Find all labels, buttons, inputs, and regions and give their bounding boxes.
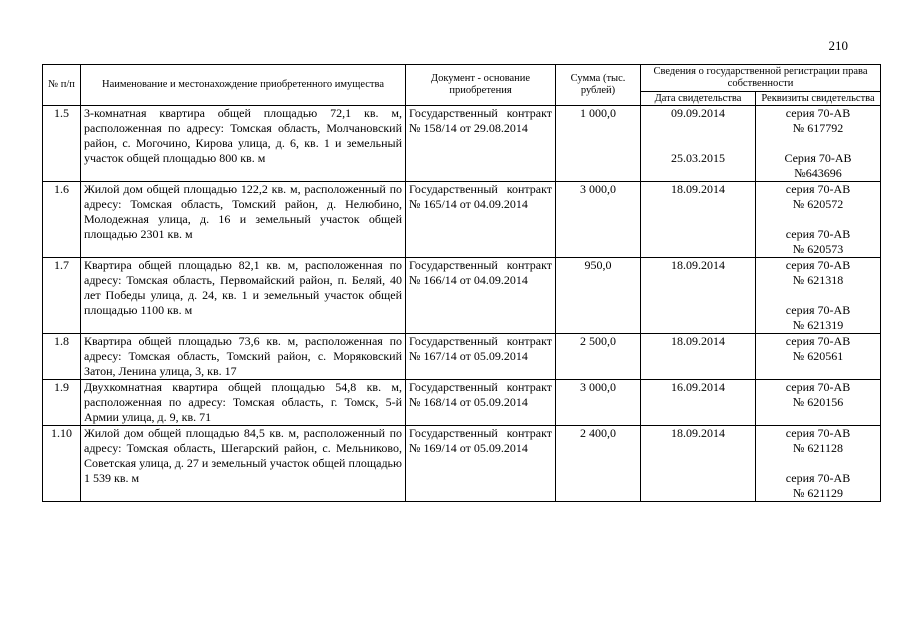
- certificate-number: № 621318: [792, 273, 844, 287]
- property-description: Двухкомнатная квартира общей площадью 54,8 кв. м, расположенная по адресу: Томская область, г. Томск, 5-й Армии улица, д. 9, кв. 71: [81, 380, 406, 426]
- certificate-series: Серия 70-АВ: [784, 151, 852, 165]
- certificate-date-cell: [641, 258, 756, 334]
- property-description: Жилой дом общей площадью 122,2 кв. м, расположенный по адресу: Томская область, Томский район, д. Нелюбино, Молодежная улица, д. 16 и земельный участок общей площадью 2301 кв. м: [81, 182, 406, 258]
- basis-document: Государственный контракт № 167/14 от 05.09.2014: [406, 334, 556, 380]
- table-row: [43, 182, 881, 258]
- certificate-date-cell: [641, 106, 756, 182]
- row-number: 1.8: [43, 334, 81, 380]
- certificate-number: № 621129: [792, 486, 843, 500]
- basis-document: Государственный контракт № 166/14 от 04.09.2014: [406, 258, 556, 334]
- property-registration-table: [42, 64, 881, 502]
- certificate-date-cell: [641, 426, 756, 502]
- property-description: Жилой дом общей площадью 84,5 кв. м, расположенный по адресу: Томская область, Шегарский район, с. Мельниково, Советская улица, д. 27 и земельный участок общей площадью 1 539 кв. м: [81, 426, 406, 502]
- certificate-number: № 620572: [792, 197, 844, 211]
- row-number: 1.7: [43, 258, 81, 334]
- certificate-date: 18.09.2014: [671, 182, 725, 196]
- certificate-number: № 621128: [792, 441, 843, 455]
- header-name: Наименование и местонахождение приобретенного имущества: [81, 65, 406, 106]
- basis-document: Государственный контракт № 165/14 от 04.09.2014: [406, 182, 556, 258]
- header-requisites: Реквизиты свидетельства: [756, 92, 881, 106]
- certificate-series: серия 70-АВ: [785, 303, 851, 317]
- certificate-series: серия 70-АВ: [785, 227, 851, 241]
- amount: 2 400,0: [556, 426, 641, 502]
- header-num: № п/п: [43, 65, 81, 106]
- certificate-requisites-cell: [756, 106, 881, 182]
- amount: 950,0: [556, 258, 641, 334]
- certificate-date: 18.09.2014: [671, 258, 725, 272]
- certificate-number: № 620573: [792, 242, 844, 256]
- table-row: [43, 334, 881, 380]
- certificate-date-cell: [641, 334, 756, 380]
- certificate-series: серия 70-АВ: [785, 258, 851, 272]
- table-row: [43, 380, 881, 426]
- certificate-number: № 617792: [792, 121, 844, 135]
- certificate-requisites-cell: [756, 380, 881, 426]
- certificate-series: серия 70-АВ: [785, 380, 851, 394]
- certificate-requisites-cell: [756, 334, 881, 380]
- certificate-date-cell: [641, 182, 756, 258]
- property-description: 3-комнатная квартира общей площадью 72,1 кв. м, расположенная по адресу: Томская область, Молчановский район, с. Могочино, Кирова улица, д. 6, кв. 1 и земельный участок общей площадью 800 кв. м: [81, 106, 406, 182]
- row-number: 1.5: [43, 106, 81, 182]
- certificate-date-cell: [641, 380, 756, 426]
- property-description: Квартира общей площадью 73,6 кв. м, расположенная по адресу: Томская область, Томский район, с. Моряковский Затон, Ленина улица, 3, кв. 17: [81, 334, 406, 380]
- certificate-requisites-cell: [756, 426, 881, 502]
- basis-document: Государственный контракт № 168/14 от 05.09.2014: [406, 380, 556, 426]
- certificate-number: № 620561: [792, 349, 844, 363]
- certificate-series: серия 70-АВ: [785, 426, 851, 440]
- amount: 1 000,0: [556, 106, 641, 182]
- row-number: 1.9: [43, 380, 81, 426]
- property-description: Квартира общей площадью 82,1 кв. м, расположенная по адресу: Томская область, Первомайский район, п. Беляй, 40 лет Победы улица, д. 24, кв. 1 и земельный участок общей площадью 1100 кв. м: [81, 258, 406, 334]
- page-number: 210: [828, 38, 848, 53]
- certificate-date: 16.09.2014: [671, 380, 725, 394]
- certificate-series: серия 70-АВ: [785, 334, 851, 348]
- table-row: [43, 426, 881, 502]
- certificate-number: №643696: [794, 166, 842, 180]
- basis-document: Государственный контракт № 169/14 от 05.09.2014: [406, 426, 556, 502]
- certificate-requisites-cell: [756, 258, 881, 334]
- header-registration: Сведения о государственной регистрации права собственности: [641, 65, 881, 92]
- header-date: Дата свидетельства: [641, 92, 756, 106]
- certificate-date: 18.09.2014: [671, 334, 725, 348]
- table-row: [43, 258, 881, 334]
- amount: 3 000,0: [556, 182, 641, 258]
- header-sum: Сумма (тыс. рублей): [556, 65, 641, 106]
- header-doc: Документ - основание приобретения: [406, 65, 556, 106]
- table-row: [43, 106, 881, 182]
- certificate-series: серия 70-АВ: [785, 106, 851, 120]
- certificate-number: № 620156: [792, 395, 844, 409]
- certificate-date: 09.09.2014: [671, 106, 725, 120]
- amount: 2 500,0: [556, 334, 641, 380]
- row-number: 1.10: [43, 426, 81, 502]
- row-number: 1.6: [43, 182, 81, 258]
- certificate-requisites-cell: [756, 182, 881, 258]
- certificate-date: 25.03.2015: [671, 151, 725, 165]
- basis-document: Государственный контракт № 158/14 от 29.08.2014: [406, 106, 556, 182]
- table-header-row: [43, 65, 881, 92]
- certificate-series: серия 70-АВ: [785, 182, 851, 196]
- amount: 3 000,0: [556, 380, 641, 426]
- certificate-number: № 621319: [792, 318, 844, 332]
- certificate-date: 18.09.2014: [671, 426, 725, 440]
- certificate-series: серия 70-АВ: [785, 471, 851, 485]
